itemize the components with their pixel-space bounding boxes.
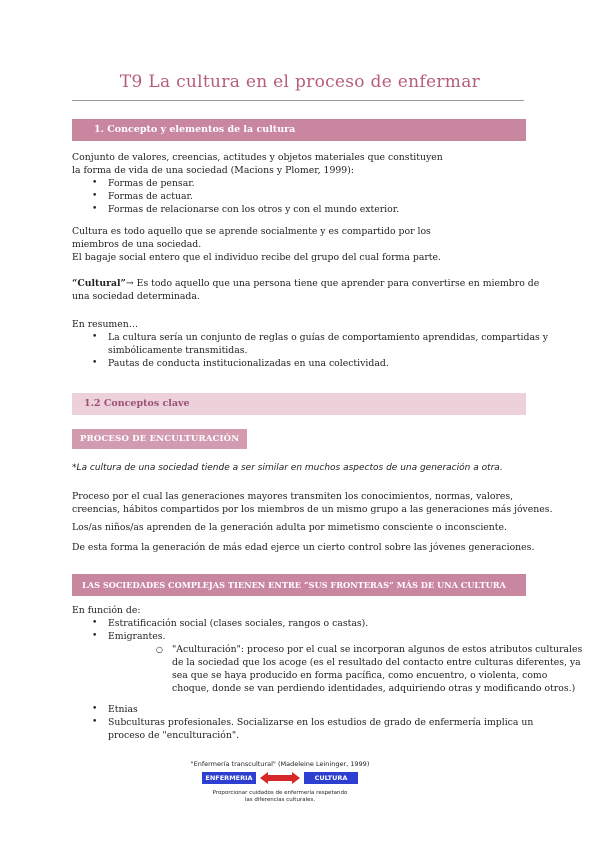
title-divider xyxy=(72,100,524,101)
summary-intro: En resumen… xyxy=(72,319,139,330)
tag-proceso-enculturacion: PROCESO DE ENCULTURACIÓN xyxy=(72,429,247,449)
bullet-icon: • xyxy=(92,358,98,368)
cultural-term: “Cultural” xyxy=(72,278,126,289)
list-item: Pautas de conducta institucionalizadas en una colectividad. xyxy=(108,358,389,369)
definition-line-2: la forma de vida de una sociedad (Macions y Plomer, 1999): xyxy=(72,165,354,176)
list-item: Formas de actuar. xyxy=(108,191,193,202)
list-item: Emigrantes. xyxy=(108,631,166,642)
list-item: Formas de pensar. xyxy=(108,178,195,189)
sub-list-item-continuation: choque, donde se van perdiendo identidades, adquiriendo otras y modificando otros.) xyxy=(172,683,576,694)
double-arrow-icon xyxy=(260,772,300,784)
bullet-icon: • xyxy=(92,204,98,214)
process-line-2: creencias, hábitos compartidos por los miembros de un mismo grupo a las generaciones más jóvenes. xyxy=(72,504,553,515)
sub-list-item: "Aculturación": proceso por el cual se incorporan algunos de estos atributos culturales xyxy=(172,644,583,655)
list-item: Subculturas profesionales. Socializarse en los estudios de grado de enfermería implica un xyxy=(108,717,534,728)
section-heading-conceptos-clave: 1.2 Conceptos clave xyxy=(72,393,526,415)
definition-line-1: Conjunto de valores, creencias, actitudes y objetos materiales que constituyen xyxy=(72,152,443,163)
section-heading-concepto: 1. Concepto y elementos de la cultura xyxy=(72,119,526,141)
list-item-continuation: simbólicamente transmitidas. xyxy=(108,345,248,356)
control-line: De esta forma la generación de más edad ejerce un cierto control sobre las jóvenes generaciones. xyxy=(72,542,535,553)
depends-intro: En función de: xyxy=(72,605,141,616)
figure-box-cultura: CULTURA xyxy=(304,772,358,784)
tag-sociedades-complejas: LAS SOCIEDADES COMPLEJAS TIENEN ENTRE “SUS FRONTERAS” MÁS DE UNA CULTURA xyxy=(72,574,526,596)
process-line-1: Proceso por el cual las generaciones mayores transmiten los conocimientos, normas, valores, xyxy=(72,491,514,502)
page-title: T9 La cultura en el proceso de enfermar xyxy=(119,72,481,92)
learn-line-3: El bagaje social entero que el individuo recibe del grupo del cual forma parte. xyxy=(72,252,441,263)
bullet-icon: • xyxy=(92,618,98,628)
bullet-icon: • xyxy=(92,332,98,342)
sub-list-item-continuation: de la sociedad que los acoge (es el resultado del contacto entre culturas diferentes, ya xyxy=(172,657,581,668)
transcultural-figure xyxy=(180,760,380,810)
bullet-icon: • xyxy=(92,717,98,727)
sub-list-item-continuation: sea que se haya producido en forma pacífica, como encuentro, o violenta, como xyxy=(172,670,548,681)
bullet-icon: • xyxy=(92,631,98,641)
bullet-icon: • xyxy=(92,704,98,714)
bullet-icon: • xyxy=(92,191,98,201)
bullet-icon: • xyxy=(92,178,98,188)
cultural-definition: “Cultural”→ Es todo aquello que una persona tiene que aprender para convertirse en miembro de xyxy=(72,278,540,289)
cultural-definition-line-2: una sociedad determinada. xyxy=(72,291,200,302)
figure-caption: Proporcionar cuidados de enfermería respetando las diferencias culturales. xyxy=(212,790,348,803)
figure-title: "Enfermería transcultural" (Madeleine Leininger, 1999) xyxy=(190,760,370,768)
list-item: La cultura sería un conjunto de reglas o guías de comportamiento aprendidas, compartidas y xyxy=(108,332,548,343)
sub-bullet-icon: ○ xyxy=(156,645,163,654)
italic-note: *La cultura de una sociedad tiende a ser similar en muchos aspectos de una generación a otra. xyxy=(72,463,503,473)
children-line: Los/as niños/as aprenden de la generación adulta por mimetismo consciente o inconsciente. xyxy=(72,522,507,533)
figure-box-enfermeria: ENFERMERIA xyxy=(202,772,256,784)
list-item-continuation: proceso de "enculturación". xyxy=(108,730,240,741)
learn-line-1: Cultura es todo aquello que se aprende socialmente y es compartido por los xyxy=(72,226,431,237)
learn-line-2: miembros de una sociedad. xyxy=(72,239,202,250)
list-item: Etnias xyxy=(108,704,138,715)
list-item: Formas de relacionarse con los otros y con el mundo exterior. xyxy=(108,204,400,215)
list-item: Estratificación social (clases sociales, rangos o castas). xyxy=(108,618,369,629)
